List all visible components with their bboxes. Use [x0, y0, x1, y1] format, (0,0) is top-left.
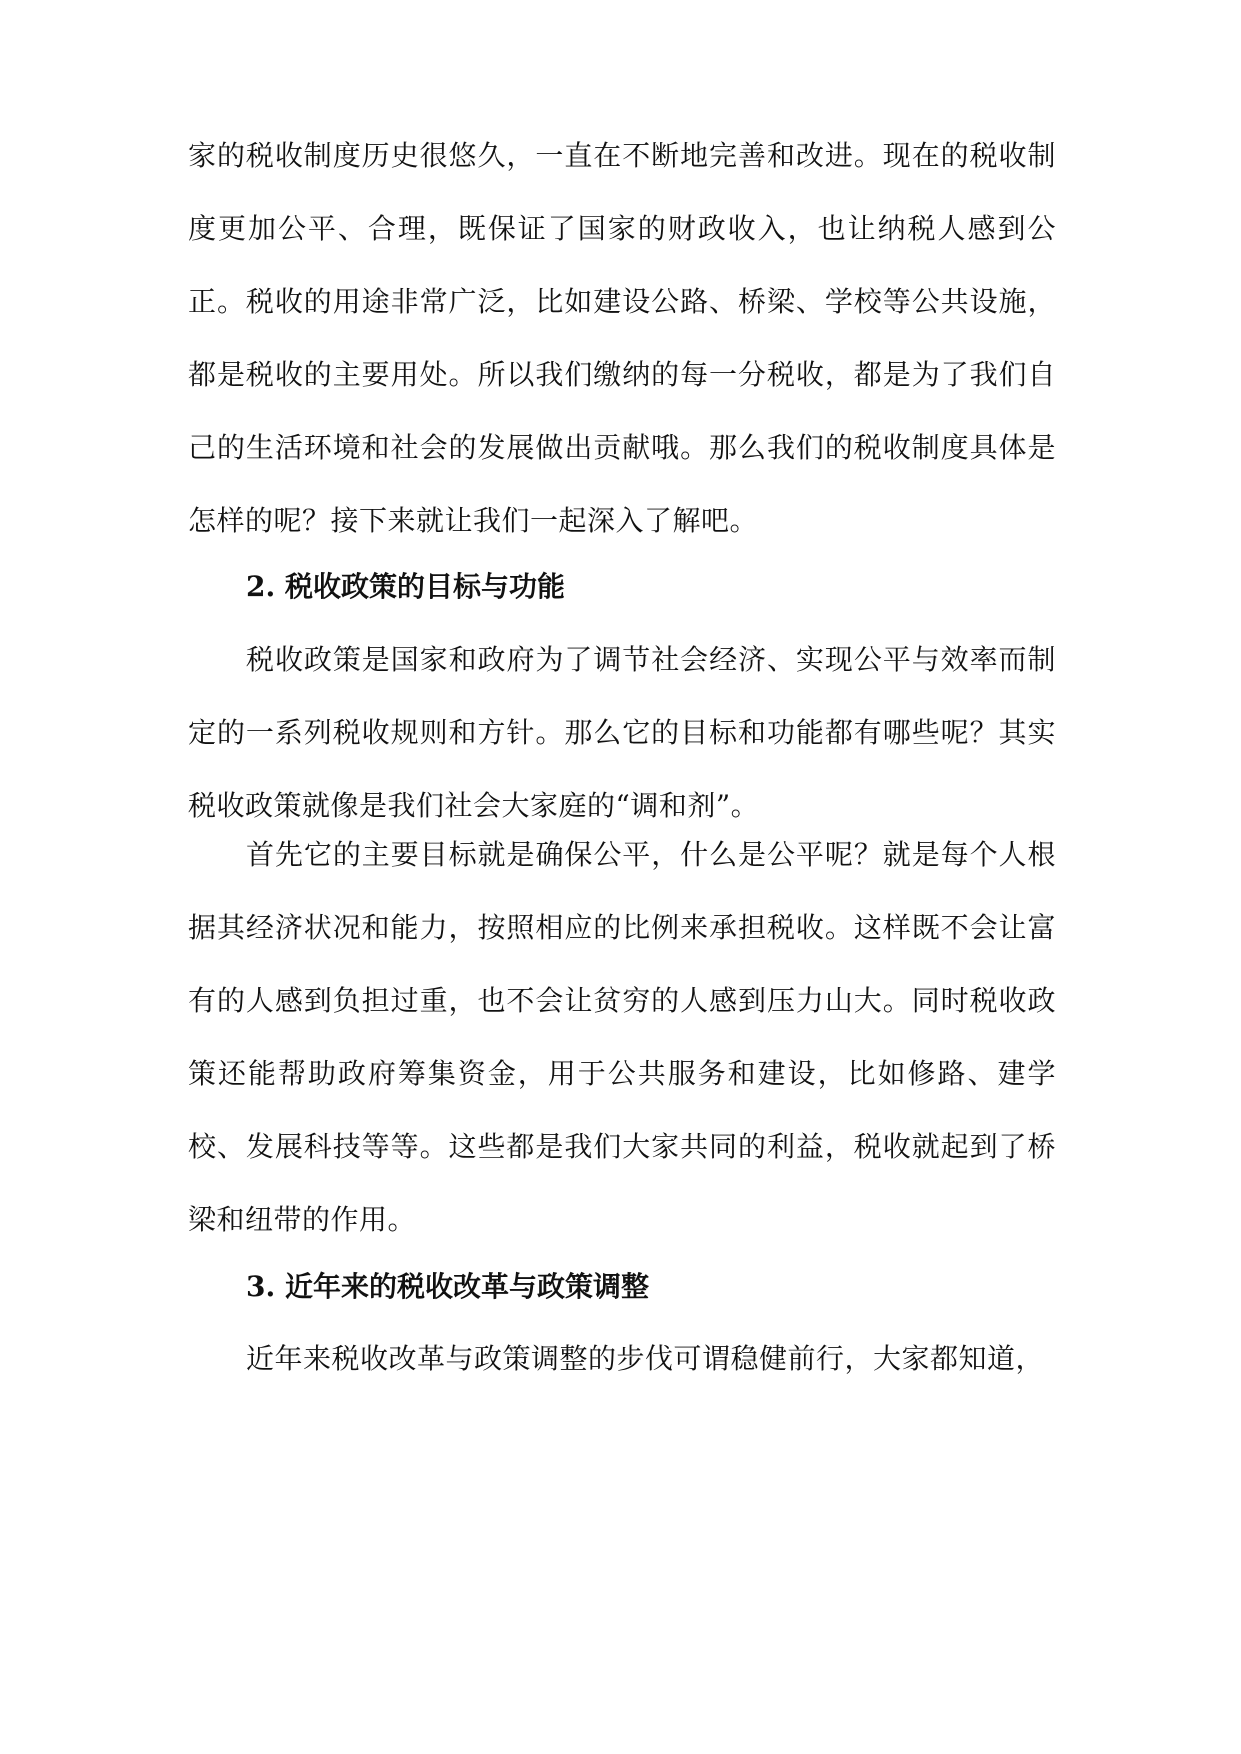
paragraph-text: 税收政策是国家和政府为了调节社会经济、实现公平与效率而制定的一系列税收规则和方针。那么它的目标和功能都有哪些呢？其实税收政策就像是我们社会大家庭的“调和剂”。 — [188, 643, 1056, 822]
section-heading-2 — [188, 550, 1056, 623]
paragraph-fairness — [188, 818, 1056, 1256]
paragraph-text: 家的税收制度历史很悠久，一直在不断地完善和改进。现在的税收制度更加公平、合理，既保证了国家的财政收入，也让纳税人感到公正。税收的用途非常广泛，比如建设公路、桥梁、学校等公共设施，都是税收的主要用处。所以我们缴纳的每一分税收，都是为了我们自己的生活环境和社会的发展做出贡献哦。那么我们的税收制度具体是怎样的呢？接下来就让我们一起深入了解吧。 — [188, 139, 1056, 537]
paragraph-intro-continued — [188, 119, 1056, 557]
paragraph-reform-start — [188, 1322, 1056, 1395]
paragraph-tax-policy-intro — [188, 623, 1056, 842]
section-heading-3 — [188, 1250, 1056, 1323]
paragraph-text: 首先它的主要目标就是确保公平，什么是公平呢？就是每个人根据其经济状况和能力，按照相应的比例来承担税收。这样既不会让富有的人感到负担过重，也不会让贫穷的人感到压力山大。同时税收政策还能帮助政府筹集资金，用于公共服务和建设，比如修路、建学校、发展科技等等。这些都是我们大家共同的利益，税收就起到了桥梁和纽带的作用。 — [188, 838, 1056, 1236]
paragraph-text: 近年来税收改革与政策调整的步伐可谓稳健前行，大家都知道， — [246, 1342, 1045, 1375]
section-heading-text: 3. 近年来的税收改革与政策调整 — [246, 1270, 649, 1303]
section-heading-text: 2. 税收政策的目标与功能 — [246, 570, 565, 603]
